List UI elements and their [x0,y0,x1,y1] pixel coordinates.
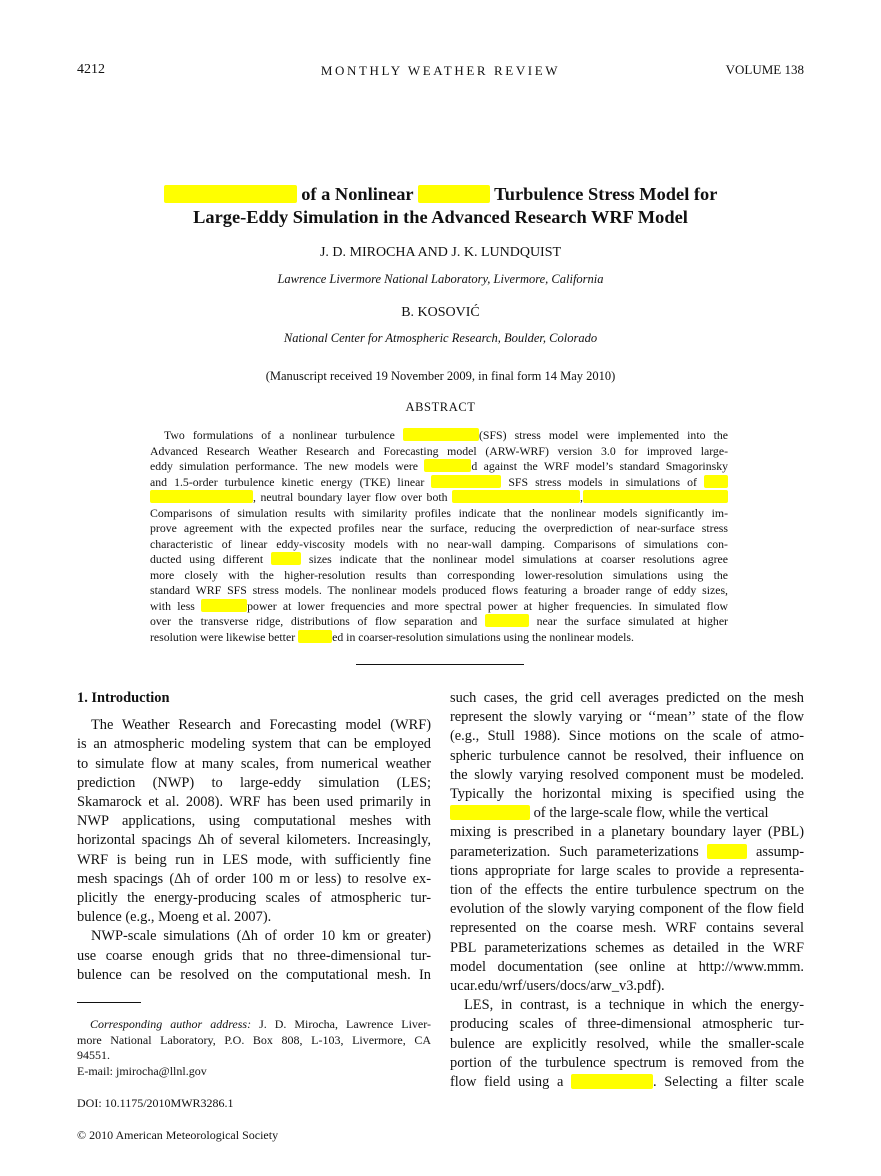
abstract-redaction [424,459,471,472]
abstract-redaction [150,490,253,503]
body-line: Skamarock et al. 2008). WRF has been used primarily in [77,794,431,811]
footnote-email: E-mail: jmirocha@llnl.gov [77,1063,207,1078]
abstract-redaction [271,552,301,565]
body-line: represent the slowly varying or ‘‘mean’’ state of the flow [450,709,804,726]
abstract-line: prove agreement with the expected profiles near the surface, reducing the overprediction of near-surface stress [150,521,728,535]
abstract-redaction [431,475,501,488]
title-line-2: Large-Eddy Simulation in the Advanced Research WRF Model [193,207,688,227]
body-line: ucar.edu/wrf/users/docs/arw_v3.pdf). [450,978,665,995]
body-line: evolution of the slowly varying component of the flow field [450,901,804,918]
body-line: to simulate flow at many scales, from numerical weather [77,755,431,772]
abstract-line: ducted using different sizes indicate that the nonlinear model simulations at coarser resolutions agree [150,552,728,566]
abstract-line: more closely with the higher-resolution results than corresponding lower-resolution simulations using the [150,567,728,582]
body-line: such cases, the grid cell averages predicted on the mesh [450,690,804,706]
abstract-redaction [298,630,332,643]
abstract-redaction [452,490,580,503]
body-line: model documentation (see online at http://www.mmm. [450,958,804,975]
abstract-line: resolution were likewise better ed in coarser-resolution simulations using the nonlinear models. [150,629,634,644]
body-redaction [450,805,530,820]
body-line: PBL parameterizations schemes as detailed in the WRF [450,939,804,956]
authors-secondary: B. KOSOVIĆ [401,305,480,320]
abstract-body [150,428,728,645]
body-line: bulence (e.g., Moeng et al. 2007). [77,909,272,926]
body-line: The Weather Research and Forecasting model (WRF) [91,717,431,734]
abstract-line: and 1.5-order turbulence kinetic energy (TKE) linear SFS stress models in simulations of [150,475,728,491]
body-line: of the large-scale flow, while the vertical [450,804,804,823]
copyright: © 2010 American Meteorological Society [77,1128,279,1142]
section-heading: 1. Introduction [77,690,170,706]
abstract-heading: ABSTRACT [405,400,476,414]
title-part-1: of a Nonlinear [301,184,414,204]
title-part-2: Turbulence Stress Model for [494,184,718,204]
title-redaction-1 [164,185,297,203]
abstract-line: eddy simulation performance. The new models were d against the WRF model’s standard Smagorinsky [150,459,728,473]
body-line: tion of the effects the entire turbulence spectrum on the [450,882,804,899]
abstract-line: , neutral boundary layer flow over both , [150,490,728,506]
abstract-line: over the transverse ridge, distributions of flow separation and near the surface simulated at higher [150,614,728,628]
body-redaction [571,1074,653,1089]
body-line: (e.g., Stull 1988). Since motions on the scale of atmo- [450,728,804,745]
corresponding-author-footnote [77,1017,431,1079]
paper-title [77,183,804,229]
body-line: mesh spacings (Δh of order 100 m or less) to resolve ex- [77,870,431,887]
journal-name: MONTHLY WEATHER REVIEW [320,63,561,78]
abstract-divider [356,664,524,665]
body-line: tions appropriate for large scales to provide a representa- [450,862,804,879]
body-line: parameterization. Such parameterizations assump- [450,843,804,860]
body-redaction [707,844,747,859]
abstract-line: standard WRF SFS stress models. The nonlinear models produced flows featuring a broader range of eddy sizes, [150,583,728,597]
body-line: NWP-scale simulations (Δh of order 10 km or greater) [91,928,431,945]
body-line: is an atmospheric modeling system that can be employed [77,736,431,753]
body-line: producing scales of three-dimensional atmospheric tur- [450,1016,804,1033]
body-line: WRF is being run in LES mode, with sufficiently fine [77,851,431,868]
body-line: bulence are explicitly resolved, while the smaller-scale [450,1035,804,1052]
volume-label: VOLUME 138 [725,62,804,77]
body-line: portion of the turbulence spectrum is removed from the [450,1054,804,1071]
body-line: the slowly varying resolved component must be modeled. [450,766,804,783]
abstract-line: Two formulations of a nonlinear turbulence (SFS) stress model were implemented into the [164,428,729,442]
affiliation-primary: Lawrence Livermore National Laboratory, Livermore, California [277,272,604,286]
body-line: Typically the horizontal mixing is specified using the [450,786,804,803]
body-line: bulence can be resolved on the computational mesh. In [77,966,431,983]
authors-primary: J. D. MIROCHA AND J. K. LUNDQUIST [319,245,562,260]
abstract-line: Advanced Research Weather Research and Forecasting model (ARW-WRF) version 3.0 for improved large- [150,443,728,458]
body-line: NWP applications, using computational meshes with [77,813,431,830]
abstract-redaction [704,475,728,488]
left-column [77,689,431,985]
page-number: 4212 [77,62,105,77]
footnote-line: Corresponding author address: J. D. Mirocha, Lawrence Liver- [90,1017,432,1031]
body-line: represented on the coarse mesh. WRF contains several [450,920,804,937]
affiliation-secondary: National Center for Atmospheric Research, Boulder, Colorado [283,331,598,345]
body-line: spheric turbulence cannot be resolved, their influence on [450,747,804,764]
manuscript-received: (Manuscript received 19 November 2009, in final form 14 May 2010) [265,369,616,383]
body-line: mixing is prescribed in a planetary boundary layer (PBL) [450,824,804,841]
body-line: prediction (NWP) to large-eddy simulation (LES; [77,774,431,791]
abstract-line: Comparisons of simulation results with similarity profiles indicate that the nonlinear models significantly im- [150,505,728,520]
abstract-line: with less power at lower frequencies and more spectral power at higher frequencies. In simulated flow [150,598,729,613]
abstract-redaction [485,614,529,627]
body-line: flow field using a . Selecting a filter scale [450,1074,804,1091]
title-redaction-2 [418,185,490,203]
footnote-line: more National Laboratory, P.O. Box 808, L-103, Livermore, CA [77,1032,431,1047]
footnote-line: 94551. [77,1048,110,1062]
body-line: LES, in contrast, is a technique in which the energy- [464,997,804,1014]
body-line: horizontal spacings Δh of several kilometers. Increasingly, [77,832,431,849]
doi: DOI: 10.1175/2010MWR3286.1 [77,1096,234,1110]
abstract-redaction [201,599,247,612]
body-line: use coarse enough grids that no three-dimensional tur- [77,947,431,964]
abstract-redaction [583,490,728,503]
abstract-redaction [403,428,479,441]
body-line: plicitly the energy-producing scales of atmospheric tur- [77,890,431,907]
right-column [450,689,804,1092]
running-header [77,62,804,80]
footnote-divider [77,1002,141,1003]
abstract-line: characteristic of linear eddy-viscosity models with no near-wall damping. Comparisons of simulations con- [150,536,728,551]
